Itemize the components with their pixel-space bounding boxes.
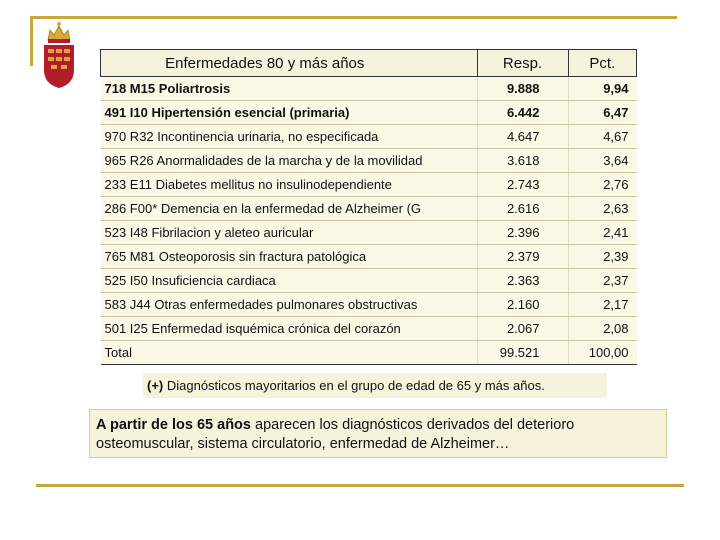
summary-box xyxy=(89,409,667,458)
row-name: 233 E11 Diabetes mellitus no insulinodependiente xyxy=(101,173,478,197)
row-resp: 2.616 xyxy=(477,197,568,221)
row-pct: 2,08 xyxy=(568,317,637,341)
header-pct: Pct. xyxy=(568,50,637,77)
table-row xyxy=(101,125,637,149)
row-pct: 9,94 xyxy=(568,77,637,101)
row-resp: 2.363 xyxy=(477,269,568,293)
row-resp: 6.442 xyxy=(477,101,568,125)
table-row xyxy=(101,317,637,341)
total-resp: 99.521 xyxy=(477,341,568,365)
row-name: 583 J44 Otras enfermedades pulmonares obstructivas xyxy=(101,293,478,317)
table-row xyxy=(101,221,637,245)
row-name: 765 M81 Osteoporosis sin fractura patológica xyxy=(101,245,478,269)
summary-text: aparecen los diagnósticos derivados del deterioro osteomuscular, sistema circulatorio, enfermedad de Alzheimer… xyxy=(96,417,575,452)
row-resp: 2.396 xyxy=(477,221,568,245)
row-resp: 2.160 xyxy=(477,293,568,317)
row-name: 718 M15 Poliartrosis xyxy=(101,77,478,101)
row-name: 286 F00* Demencia en la enfermedad de Alzheimer (G xyxy=(101,197,478,221)
row-name: 491 I10 Hipertensión esencial (primaria) xyxy=(101,101,478,125)
table-row xyxy=(101,173,637,197)
row-pct: 2,17 xyxy=(568,293,637,317)
table-row xyxy=(101,77,637,101)
row-pct: 2,63 xyxy=(568,197,637,221)
header-diseases: Enfermedades 80 y más años xyxy=(101,50,478,77)
table-row xyxy=(101,245,637,269)
row-pct: 2,41 xyxy=(568,221,637,245)
header-resp: Resp. xyxy=(477,50,568,77)
footnote-text: Diagnósticos mayoritarios en el grupo de edad de 65 y más años. xyxy=(163,378,545,393)
row-resp: 2.743 xyxy=(477,173,568,197)
row-pct: 3,64 xyxy=(568,149,637,173)
row-resp: 4.647 xyxy=(477,125,568,149)
row-pct: 2,37 xyxy=(568,269,637,293)
row-name: 501 I25 Enfermedad isquémica crónica del corazón xyxy=(101,317,478,341)
frame-top-line xyxy=(30,16,677,19)
row-resp: 2.379 xyxy=(477,245,568,269)
summary-bold: A partir de los 65 años xyxy=(96,417,251,433)
frame-left-line xyxy=(30,16,33,66)
diagnosis-table xyxy=(100,49,637,365)
table-row xyxy=(101,293,637,317)
row-resp: 9.888 xyxy=(477,77,568,101)
total-label: Total xyxy=(101,341,478,365)
row-name: 525 I50 Insuficiencia cardiaca xyxy=(101,269,478,293)
table-row xyxy=(101,197,637,221)
row-pct: 4,67 xyxy=(568,125,637,149)
total-pct: 100,00 xyxy=(568,341,637,365)
row-resp: 3.618 xyxy=(477,149,568,173)
table-row xyxy=(101,101,637,125)
table-row xyxy=(101,149,637,173)
frame-bottom-line xyxy=(36,484,684,487)
row-pct: 2,76 xyxy=(568,173,637,197)
row-name: 965 R26 Anormalidades de la marcha y de la movilidad xyxy=(101,149,478,173)
row-name: 970 R32 Incontinencia urinaria, no especificada xyxy=(101,125,478,149)
footnote-marker: (+) xyxy=(147,378,164,393)
table-total-row xyxy=(101,341,637,365)
footnote xyxy=(143,373,607,398)
table-header-row xyxy=(101,50,637,77)
row-pct: 2,39 xyxy=(568,245,637,269)
table-row xyxy=(101,269,637,293)
murcia-coat-of-arms-icon xyxy=(40,18,78,90)
row-pct: 6,47 xyxy=(568,101,637,125)
row-resp: 2.067 xyxy=(477,317,568,341)
row-name: 523 I48 Fibrilacion y aleteo auricular xyxy=(101,221,478,245)
